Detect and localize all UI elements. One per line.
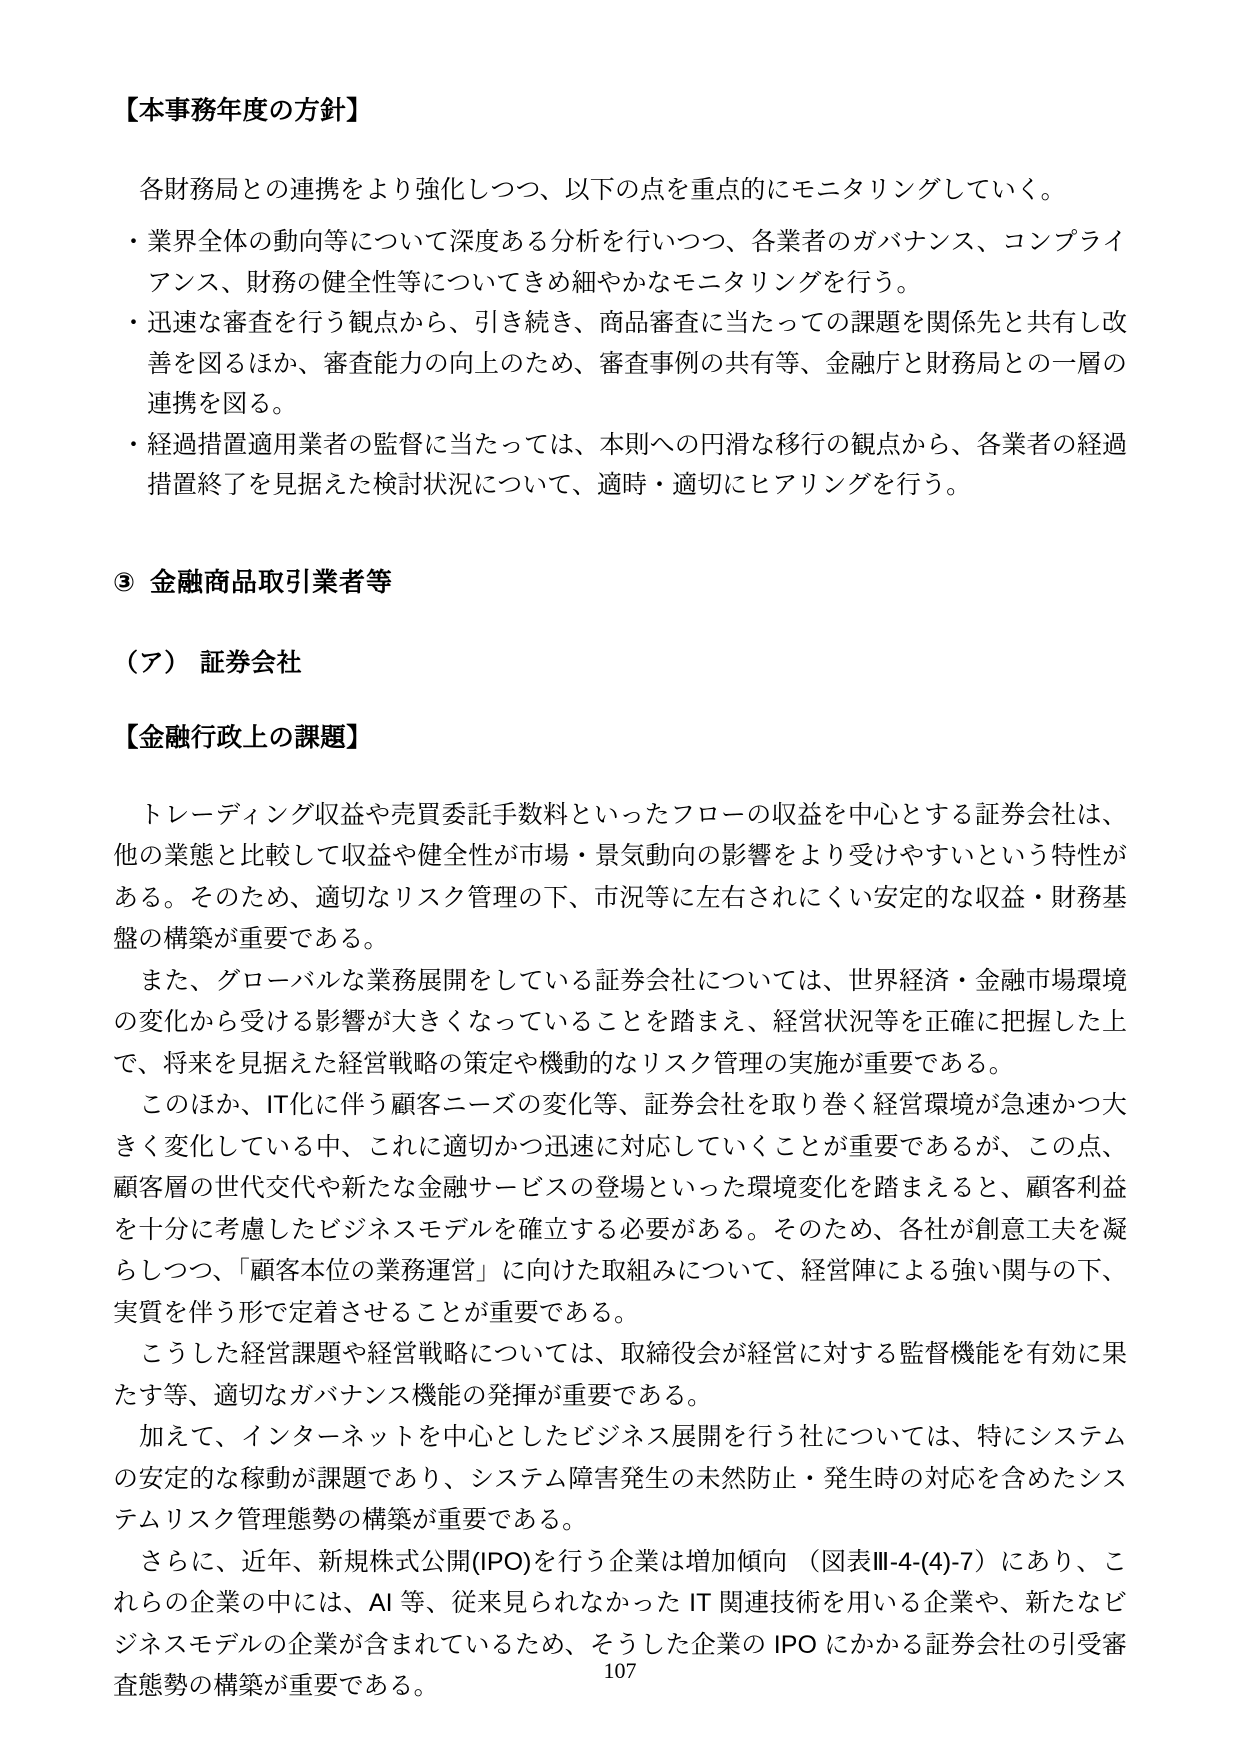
bullet-marker-icon: ・ — [121, 430, 147, 459]
spacer — [113, 210, 1127, 222]
policy-section-heading: 【本事務年度の方針】 — [113, 97, 373, 125]
spacer — [113, 599, 1127, 643]
body-paragraph: さらに、近年、新規株式公開(IPO)を行う企業は増加傾向 （図表Ⅲ-4-(4)-7）にあり、これらの企業の中には、AI 等、従来見られなかった IT 関連技術を用いる企業や、新たなビジネスモデルの企業が含まれているため、そうした企業の IPO にかかる証券会社の引受審査態勢の構築が重要である。 — [113, 1547, 1127, 1701]
section-marker: ③ — [113, 566, 137, 597]
body-paragraph: また、グローバルな業務展開をしている証券会社については、世界経済・金融市場環境の変化から受ける影響が大きくなっていることを踏まえ、経営状況等を正確に把握した上で、将来を見据えた経営戦略の策定や機動的なリスク管理の実施が重要である。 — [113, 966, 1127, 1078]
spacer — [113, 506, 1127, 562]
bullet-marker-icon: ・ — [121, 309, 147, 338]
subsection-title: 証券会社 — [199, 648, 303, 677]
subsection-marker: （ア） — [113, 648, 190, 677]
policy-lead-paragraph: 各財務局との連携をより強化しつつ、以下の点を重点的にモニタリングしていく。 — [139, 175, 1066, 204]
list-item-text: 業界全体の動向等について深度ある分析を行いつつ、各業者のガバナンス、コンプライアンス、財務の健全性等についてきめ細やかなモニタリングを行う。 — [147, 228, 1127, 297]
list-item — [113, 303, 1127, 425]
body-paragraph: このほか、IT化に伴う顧客ニーズの変化等、証券会社を取り巻く経営環境が急速かつ大きく変化している中、これに適切かつ迅速に対応していくことが重要であるが、この点、顧客層の世代交代や新たな金融サービスの登場といった環境変化を踏まえると、顧客利益を十分に考慮したビジネスモデルを確立する必要がある。そのため、各社が創意工夫を凝らしつつ、「顧客本位の業務運営」に向けた取組みについて、経営陣による強い関与の下、実質を伴う形で定着させることが重要である。 — [113, 1091, 1127, 1327]
list-item-text: 迅速な審査を行う観点から、引き続き、商品審査に当たっての課題を関係先と共有し改善を図るほか、審査能力の向上のため、審査事例の共有等、金融庁と財務局との一層の連携を図る。 — [147, 309, 1127, 419]
list-item-text: 経過措置適用業者の監督に当たっては、本則への円滑な移行の観点から、各業者の経過措置終了を見据えた検討状況について、適時・適切にヒアリングを行う。 — [147, 430, 1127, 500]
body-paragraph: 加えて、インターネットを中心としたビジネス展開を行う社については、特にシステムの安定的な稼動が課題であり、システム障害発生の未然防止・発生時の対応を含めたシステムリスク管理態勢の構築が重要である。 — [113, 1423, 1127, 1535]
spacer — [113, 128, 1127, 170]
bullet-marker-icon: ・ — [121, 228, 147, 257]
spacer — [113, 755, 1127, 795]
list-item — [113, 222, 1127, 303]
spacer — [113, 679, 1127, 723]
subsection-heading-a — [113, 643, 1127, 679]
list-item — [113, 425, 1127, 506]
section-title: 金融商品取引業者等 — [150, 566, 394, 597]
page-content — [113, 96, 1127, 1708]
policy-bullet-list — [113, 222, 1127, 506]
body-paragraph: トレーディング収益や売買委託手数料といったフローの収益を中心とする証券会社は、他の業態と比較して収益や健全性が市場・景気動向の影響をより受けやすいという特性がある。そのため、適切なリスク管理の下、市況等に左右されにくい安定的な収益・財務基盤の構築が重要である。 — [113, 800, 1127, 954]
body-paragraph: こうした経営課題や経営戦略については、取締役会が経営に対する監督機能を有効に果たす等、適切なガバナンス機能の発揮が重要である。 — [113, 1340, 1127, 1410]
issues-section-heading: 【金融行政上の課題】 — [113, 723, 373, 752]
page-number: 107 — [603, 1658, 637, 1683]
section-heading-3 — [113, 562, 1127, 599]
